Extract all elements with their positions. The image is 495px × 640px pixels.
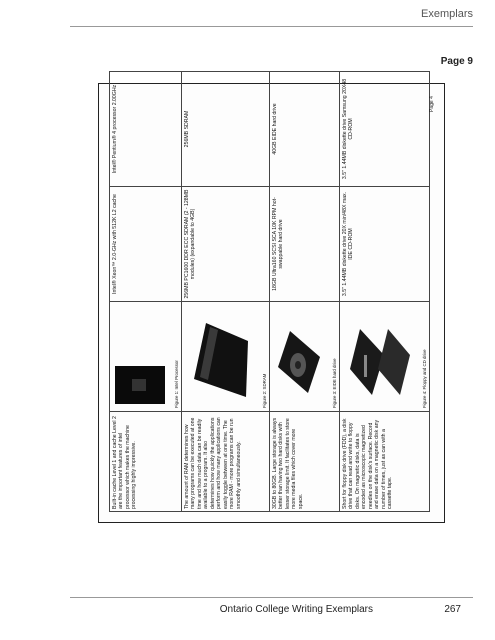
header-title: Exemplars	[421, 8, 473, 20]
page-label: Page 9	[440, 56, 473, 67]
row-caption: Figure 4: Floppy and CD drive	[421, 349, 427, 408]
footer-page-number: 267	[444, 604, 461, 615]
row-spec-primary: 3.5" 1.44MB diskette drive 20X min/48X max. IDE CD-ROM	[340, 187, 430, 302]
row-spec-primary: 256MB PC1600 DDR ECC SDRAM (2 - 128MB modules) (expandable to 4GB)	[182, 187, 270, 302]
row-spec-secondary: 256MB SDRAM	[182, 72, 270, 187]
row-picture	[340, 302, 430, 412]
row-picture	[110, 302, 182, 412]
ram-module-icon	[188, 317, 250, 407]
row-description: The amount of RAM determines how many programs can be executed at one time and how much data can be readily available to a program. It also determines how quickly the applications perform and how many applications can easily toggle between at one time. The more RAM - more programs can be run smoothly and simultaneously.	[182, 412, 270, 512]
row-caption: Figure 3: EIDE hard drive	[331, 358, 337, 408]
table-row	[182, 72, 270, 512]
row-spec-secondary: 40GB EIDE hard drive	[270, 72, 340, 187]
table-row	[340, 72, 430, 512]
table-row	[270, 72, 340, 512]
row-caption: Figure 1: Intel Processor	[173, 360, 179, 408]
scanned-page	[98, 78, 445, 523]
hard-drive-icon	[274, 327, 324, 397]
processor-chip-icon	[114, 365, 166, 405]
table-row	[110, 72, 182, 512]
footer-title: Ontario College Writing Exemplars	[219, 604, 373, 615]
row-spec-secondary: Intel® Pentium® 4 processor 2.00GHz	[110, 72, 182, 187]
floppy-cd-drive-icon	[346, 325, 412, 399]
row-description: Short for floppy disk drive (FDD), a disk drive that can read and write to floppy disks. On magnetic disks, data is encoded as microscopic magnetized needles on the disk's surface. Record and erase data on a magnetic disk any number of times, just as can with a cassette tape.	[340, 412, 430, 512]
row-picture	[270, 302, 340, 412]
row-picture	[182, 302, 270, 412]
row-description: Built-in cache Level 1 and cache Level 2 are the important features of intel processor which makes the machine processing highly impressive.	[110, 412, 182, 512]
row-spec-secondary: 3.5" 1.44MB diskette drive Samsung 20X48 CD-ROM	[340, 72, 430, 187]
inner-page-number: Page 4	[429, 96, 435, 112]
row-caption: Figure 2: SDRAM	[261, 373, 267, 408]
rotated-content	[99, 78, 444, 522]
row-spec-primary: Intel® Xeon™ 2.0-GHz with 512K L2 cache	[110, 187, 182, 302]
row-spec-primary: 18GB Ultra160 SCSI SCA 10K RPM hot-swappable hard drive	[270, 187, 340, 302]
footer-rule	[70, 597, 473, 598]
spec-table	[109, 71, 430, 512]
row-description: 30GB to 80GB. Large storage is always better than having two hard disks with lesser storage limit. It facilitates to store more media files which cover more space.	[270, 412, 340, 512]
header-rule	[70, 26, 473, 27]
